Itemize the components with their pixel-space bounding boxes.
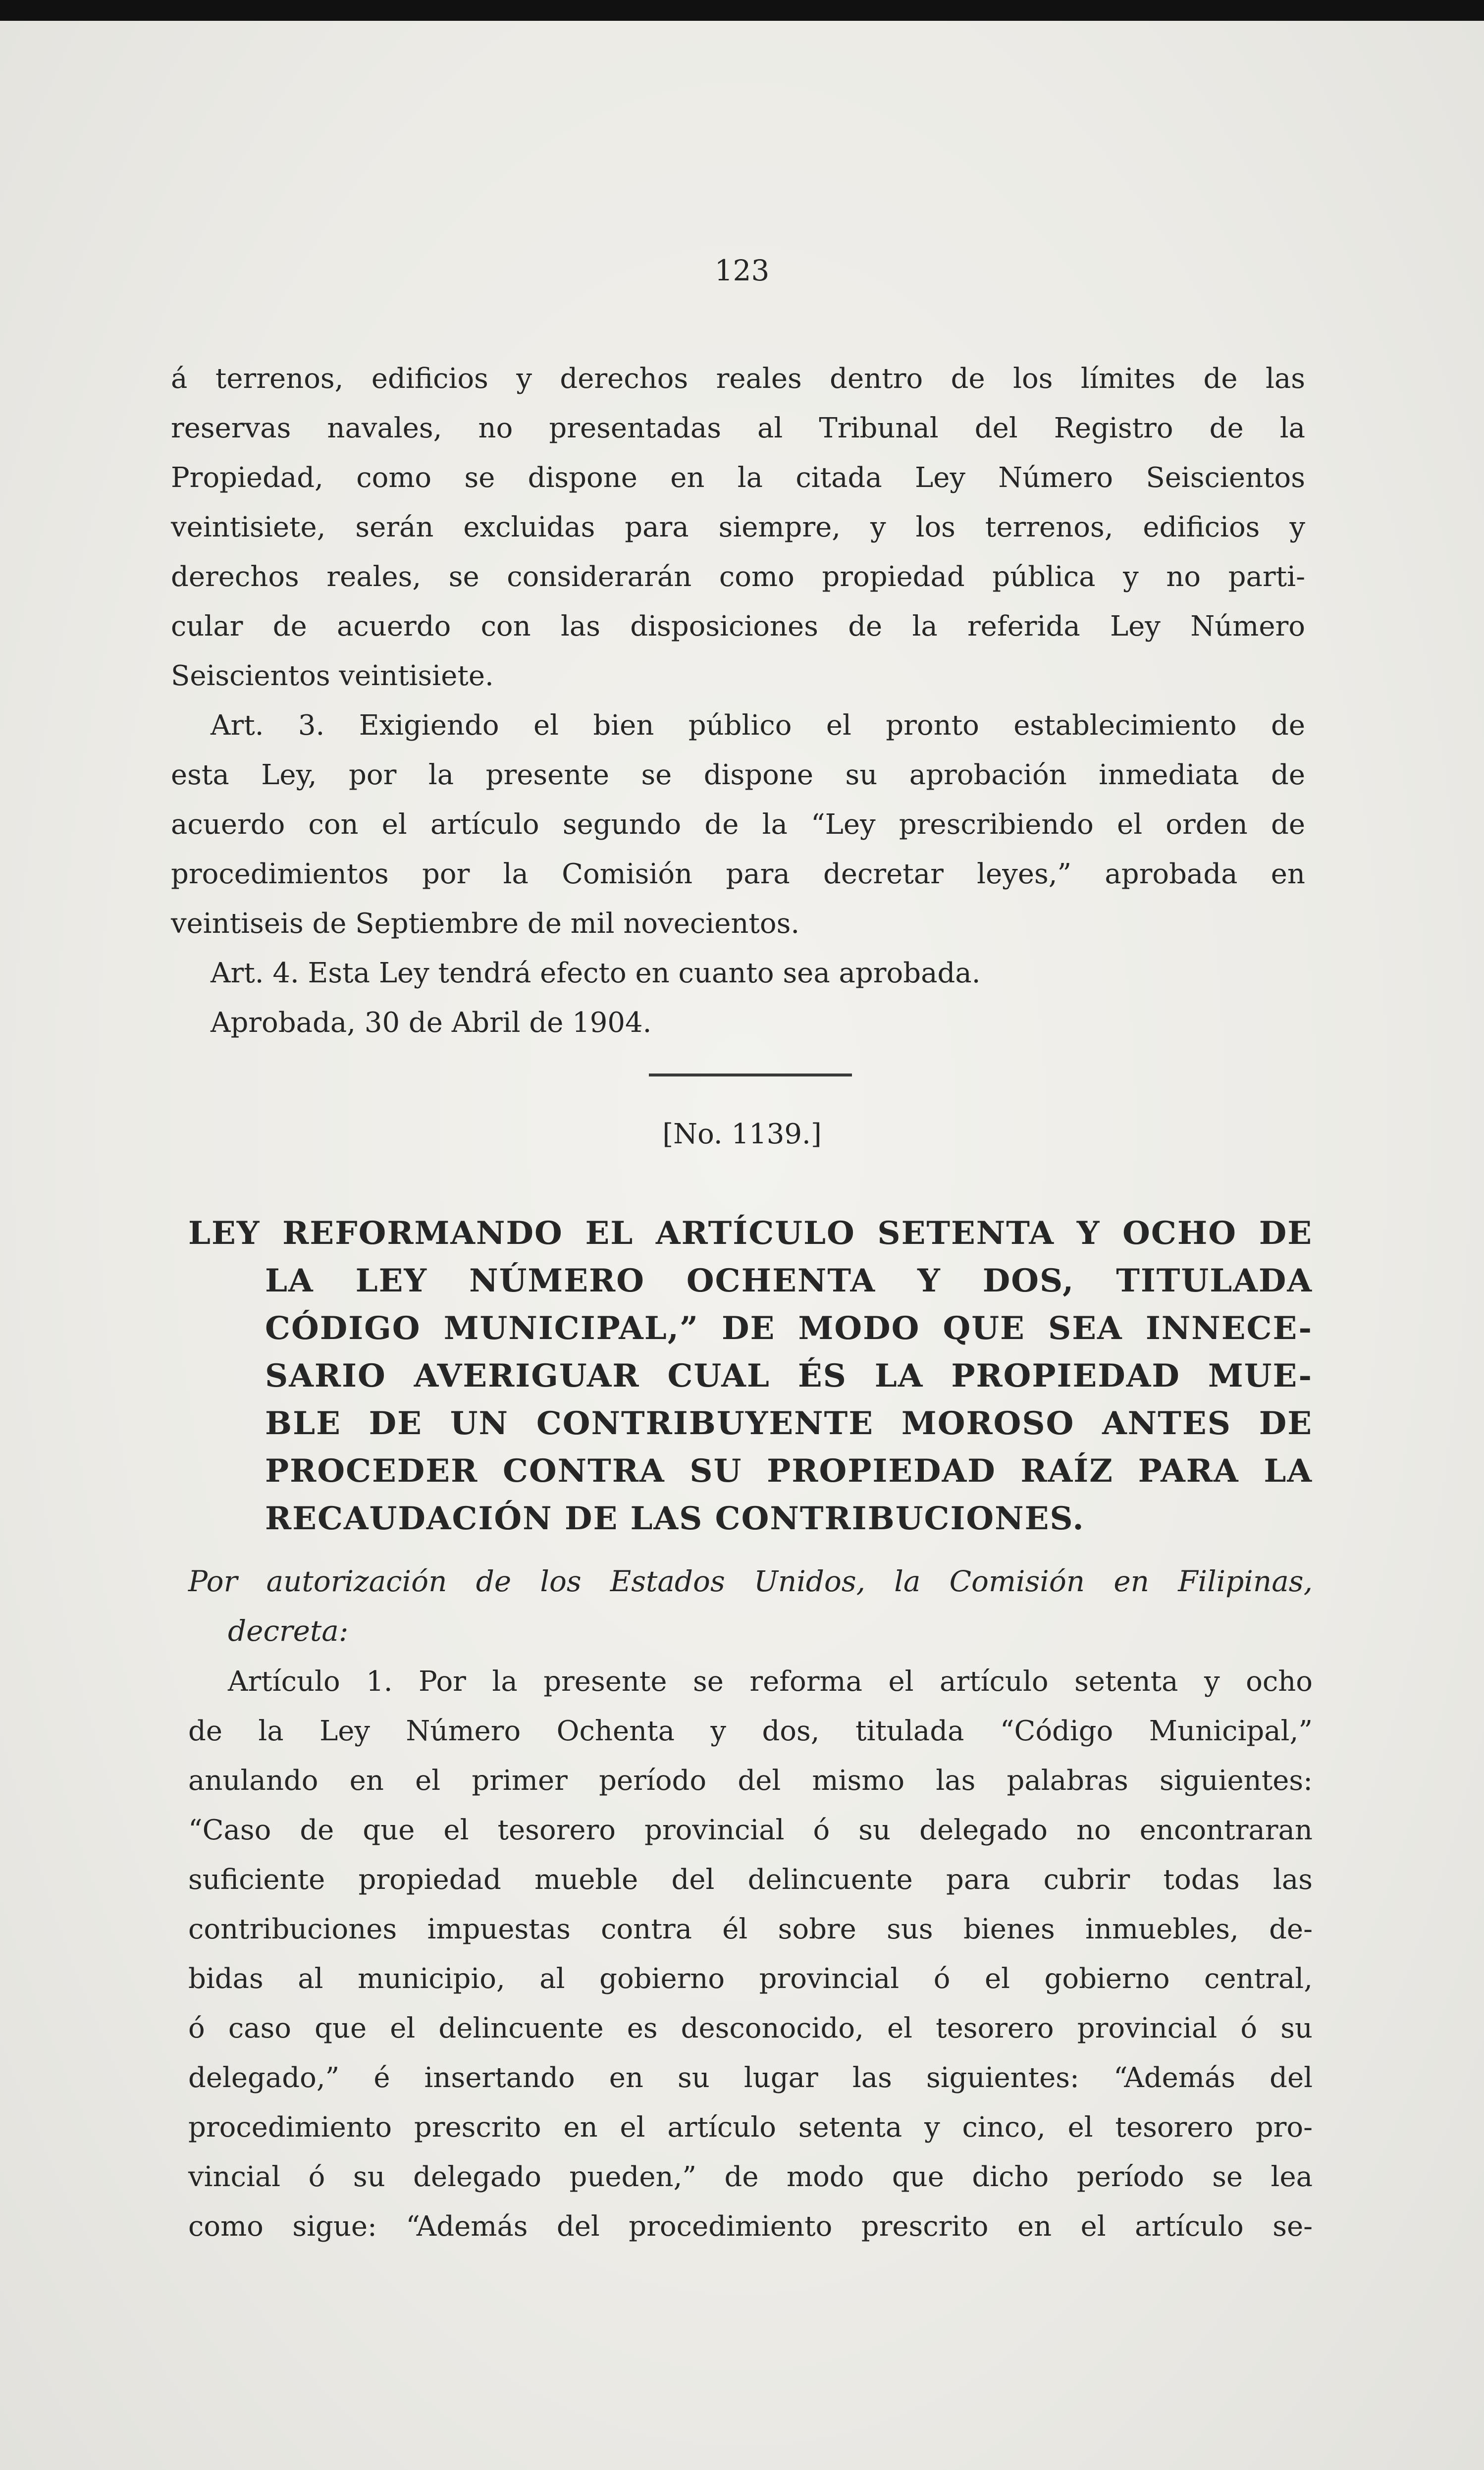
text-line: procedimientos por la Comisión para decretar leyes,” aprobada en — [171, 858, 1305, 890]
document-page — [0, 21, 1484, 2470]
title-line: SARIO AVERIGUAR CUAL ÉS LA PROPIEDAD MUE- — [265, 1357, 1313, 1395]
article-4-line: Art. 4. Esta Ley tendrá efecto en cuanto sea aprobada. — [211, 957, 981, 989]
text-line: suficiente propiedad mueble del delincuente para cubrir todas las — [188, 1864, 1313, 1896]
act-number: [No. 1139.] — [662, 1118, 822, 1150]
text-line: de la Ley Número Ochenta y dos, titulada “Código Municipal,” — [188, 1715, 1313, 1747]
title-line: LA LEY NÚMERO OCHENTA Y DOS, TITULADA — [265, 1262, 1313, 1299]
section-two — [188, 1665, 1313, 2260]
title-line: LEY REFORMANDO EL ARTÍCULO SETENTA Y OCHO DE — [188, 1215, 1313, 1252]
act-title — [188, 1210, 1313, 1543]
text-line: contribuciones impuestas contra él sobre sus bienes inmuebles, de- — [188, 1913, 1313, 1945]
text-line: vincial ó su delegado pueden,” de modo que dicho período se lea — [188, 2161, 1313, 2193]
title-line: RECAUDACIÓN DE LAS CONTRIBUCIONES. — [265, 1500, 1085, 1537]
enacting-clause — [188, 1557, 1313, 1656]
page-number: 123 — [714, 254, 770, 287]
title-line: CÓDIGO MUNICIPAL,” DE MODO QUE SEA INNECE- — [265, 1310, 1313, 1347]
text-line: Propiedad, como se dispone en la citada Ley Número Seiscientos — [171, 462, 1305, 494]
text-line: delegado,” é insertando en su lugar las siguientes: “Además del — [188, 2062, 1313, 2094]
enacting-line: decreta: — [228, 1614, 349, 1648]
text-line: reservas navales, no presentadas al Tribunal del Registro de la — [171, 412, 1305, 444]
article-1-line: Artículo 1. Por la presente se reforma el artículo setenta y ocho — [228, 1665, 1313, 1698]
title-line: BLE DE UN CONTRIBUYENTE MOROSO ANTES DE — [265, 1405, 1313, 1442]
text-line: ó caso que el delincuente es desconocido, el tesorero provincial ó su — [188, 2012, 1313, 2044]
scan-top-edge — [0, 0, 1484, 21]
text-line: á terrenos, edificios y derechos reales dentro de los límites de las — [171, 363, 1305, 395]
text-line: cular de acuerdo con las disposiciones de la referida Ley Número — [171, 610, 1305, 643]
text-line: anulando en el primer período del mismo las palabras siguientes: — [188, 1765, 1313, 1797]
text-line: como sigue: “Además del procedimiento prescrito en el artículo se- — [188, 2210, 1313, 2243]
text-line: derechos reales, se considerarán como propiedad pública y no parti- — [171, 561, 1305, 593]
text-line: acuerdo con el artículo segundo de la “Ley prescribiendo el orden de — [171, 808, 1305, 841]
title-line: PROCEDER CONTRA SU PROPIEDAD RAÍZ PARA LA — [265, 1452, 1313, 1490]
text-line: veintiseis de Septiembre de mil novecientos. — [171, 908, 800, 940]
text-line: veintisiete, serán excluidas para siempre, y los terrenos, edificios y — [171, 511, 1305, 543]
text-line: “Caso de que el tesorero provincial ó su delegado no encontraran — [188, 1814, 1313, 1846]
text-line: Seiscientos veintisiete. — [171, 660, 494, 692]
text-line: esta Ley, por la presente se dispone su aprobación inmediata de — [171, 759, 1305, 791]
text-line: bidas al municipio, al gobierno provincial ó el gobierno central, — [188, 1963, 1313, 1995]
text-line: procedimiento prescrito en el artículo setenta y cinco, el tesorero pro- — [188, 2111, 1313, 2144]
approval-date: Aprobada, 30 de Abril de 1904. — [211, 1007, 652, 1039]
enacting-line: Por autorización de los Estados Unidos, la Comisión en Filipinas, — [188, 1564, 1313, 1598]
article-3-line: Art. 3. Exigiendo el bien público el pronto establecimiento de — [211, 709, 1305, 742]
section-one — [171, 363, 1305, 1056]
section-divider — [649, 1074, 852, 1076]
